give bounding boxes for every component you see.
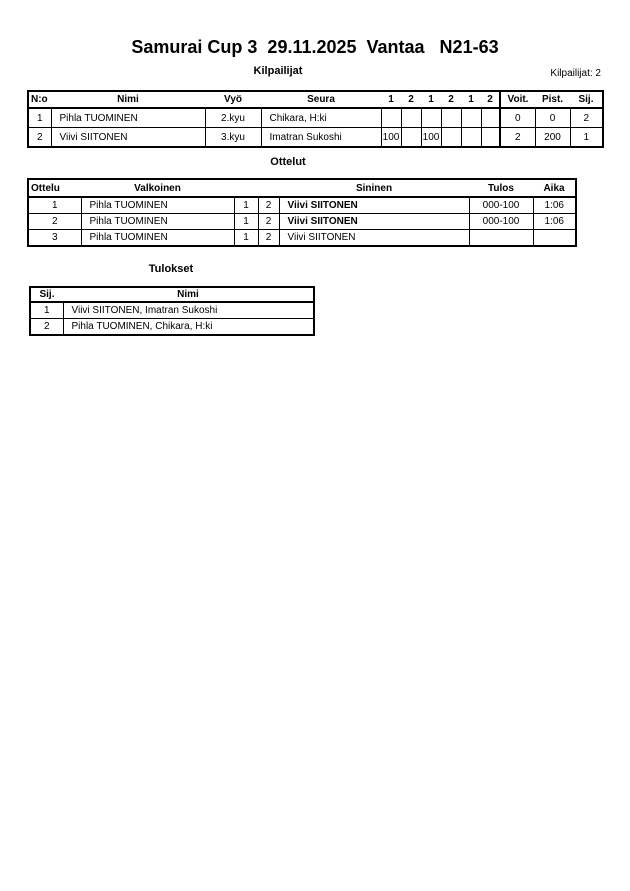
cell-valkoinen: Pihla TUOMINEN [81,214,234,230]
cell-score2 [401,108,421,128]
tulokset-heading: Tulokset [148,263,194,275]
cell-c1: 1 [234,197,258,214]
cell-sininen: Viivi SIITONEN [279,197,469,214]
kilpailijat-heading: Kilpailijat [253,65,303,77]
cell-score2 [401,128,421,148]
table-row [28,214,576,230]
competitors-count: Kilpailijat: 2 [550,68,601,79]
cell-tulos [469,230,533,247]
table-row [30,302,314,319]
cell-score3: 100 [421,128,441,148]
cell-nimi: Pihla TUOMINEN, Chikara, H:ki [63,319,314,336]
cell-nimi: Viivi SIITONEN [51,128,205,148]
col-header-spacer1 [234,179,258,197]
col-header-ottelu: Ottelu [28,179,81,197]
col-header-tulos: Tulos [469,179,533,197]
col-header-score4: 2 [441,91,461,108]
col-header-seura: Seura [261,91,381,108]
col-header-pist: Pist. [535,91,570,108]
cell-score5 [461,128,481,148]
cell-match-no: 3 [28,230,81,247]
cell-sij: 2 [30,319,63,336]
cell-sij: 2 [570,108,603,128]
cell-valkoinen: Pihla TUOMINEN [81,230,234,247]
cell-match-no: 1 [28,197,81,214]
tulokset-header-row [30,287,314,302]
col-header-score2: 2 [401,91,421,108]
cell-c2: 2 [258,214,279,230]
cell-aika [533,230,576,247]
ottelut-table [27,178,577,247]
cell-tulos: 000-100 [469,197,533,214]
table-row [28,128,603,148]
table-row [30,319,314,336]
cell-score1 [381,108,401,128]
cell-nimi: Viivi SIITONEN, Imatran Sukoshi [63,302,314,319]
table-row [28,230,576,247]
cell-c2: 2 [258,197,279,214]
cell-no: 2 [28,128,51,148]
cell-c1: 1 [234,230,258,247]
tulokset-table [29,286,315,336]
col-header-spacer2 [258,179,279,197]
table-row [28,108,603,128]
col-header-score6: 2 [481,91,500,108]
col-header-nimi: Nimi [51,91,205,108]
cell-score6 [481,108,500,128]
cell-sininen: Viivi SIITONEN [279,214,469,230]
col-header-vyo: Vyö [205,91,261,108]
col-header-sij: Sij. [30,287,63,302]
cell-tulos: 000-100 [469,214,533,230]
col-header-nimi: Nimi [63,287,314,302]
cell-sij: 1 [570,128,603,148]
cell-score5 [461,108,481,128]
cell-vyo: 2.kyu [205,108,261,128]
cell-match-no: 2 [28,214,81,230]
kilpailijat-header-row [28,91,603,108]
col-header-sij: Sij. [570,91,603,108]
col-header-no: N:o [28,91,51,108]
cell-sij: 1 [30,302,63,319]
cell-voit: 0 [500,108,535,128]
cell-score4 [441,128,461,148]
cell-valkoinen: Pihla TUOMINEN [81,197,234,214]
cell-pist: 200 [535,128,570,148]
cell-score4 [441,108,461,128]
page-title: Samurai Cup 3 29.11.2025 Vantaa N21-63 [131,37,499,57]
kilpailijat-table [27,90,604,148]
ottelut-header-row [28,179,576,197]
col-header-valkoinen: Valkoinen [81,179,234,197]
cell-pist: 0 [535,108,570,128]
cell-vyo: 3.kyu [205,128,261,148]
col-header-sininen: Sininen [279,179,469,197]
cell-c1: 1 [234,214,258,230]
cell-aika: 1:06 [533,197,576,214]
col-header-score5: 1 [461,91,481,108]
cell-seura: Imatran Sukoshi [261,128,381,148]
cell-score1: 100 [381,128,401,148]
cell-no: 1 [28,108,51,128]
cell-score6 [481,128,500,148]
cell-score3 [421,108,441,128]
cell-voit: 2 [500,128,535,148]
cell-seura: Chikara, H:ki [261,108,381,128]
col-header-score1: 1 [381,91,401,108]
col-header-score3: 1 [421,91,441,108]
cell-sininen: Viivi SIITONEN [279,230,469,247]
ottelut-heading: Ottelut [270,156,306,168]
cell-nimi: Pihla TUOMINEN [51,108,205,128]
col-header-aika: Aika [533,179,576,197]
col-header-voit: Voit. [500,91,535,108]
table-row [28,197,576,214]
cell-c2: 2 [258,230,279,247]
cell-aika: 1:06 [533,214,576,230]
